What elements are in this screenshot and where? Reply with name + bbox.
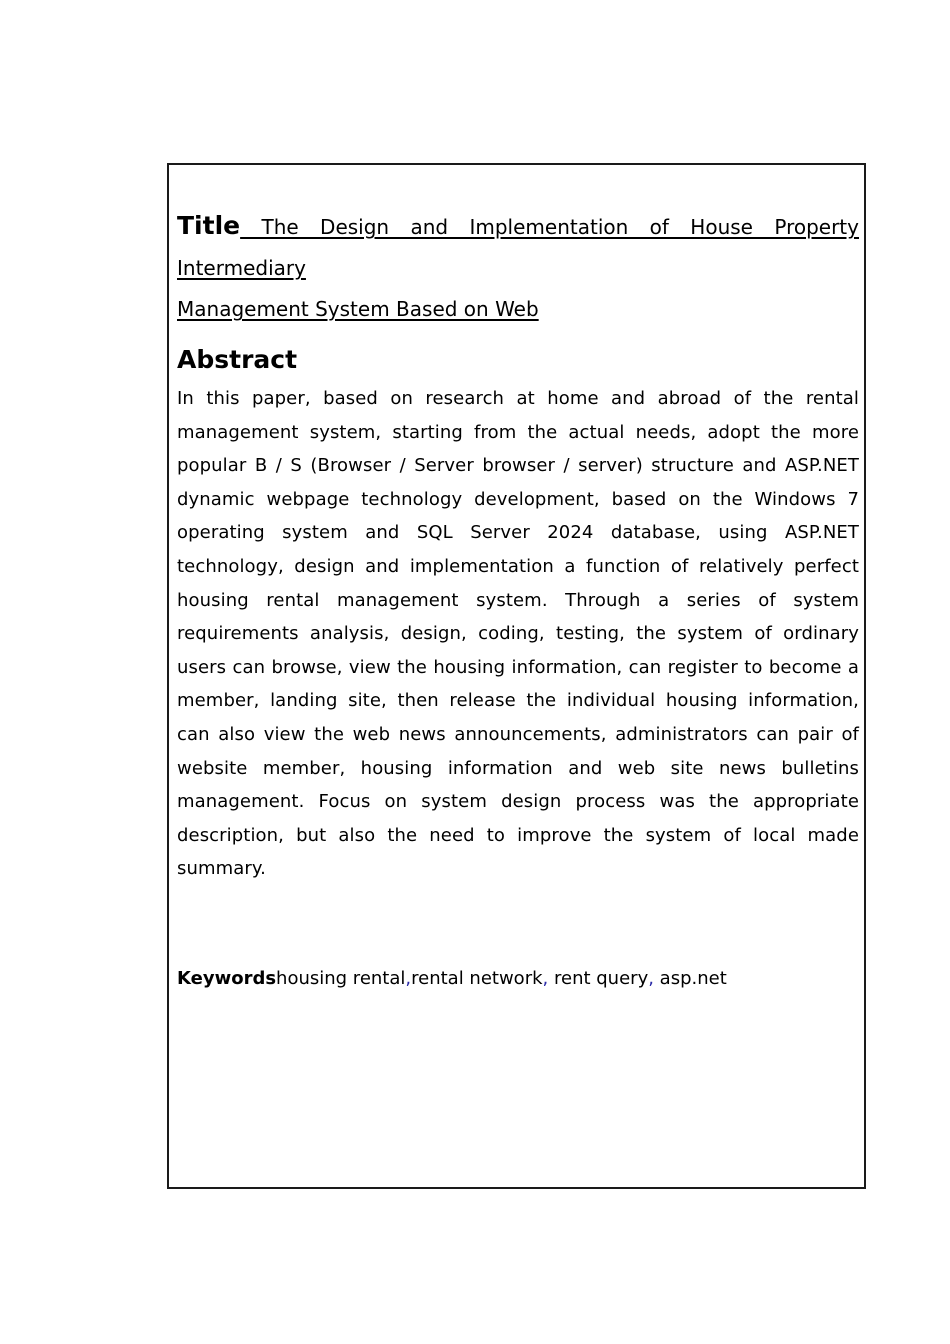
keyword-separator: , bbox=[542, 968, 549, 989]
keyword-separator: , bbox=[648, 968, 654, 989]
document-content bbox=[177, 205, 859, 886]
title-label: Title bbox=[177, 211, 241, 240]
abstract-body: In this paper, based on research at home and abroad of the rental management system, starting from the actual needs, adopt the more popular B / S (Browser / Server browser / server) structure and ASP.NET dynamic webpage technology development, based on the Windows 7 operating system and SQL Server 2024 database, using ASP.NET technology, design and implementation a function of relatively perfect housing rental management system. Through a series of system requirements analysis, design, coding, testing, the system of ordinary users can browse, view the housing information, can register to become a member, landing site, then release the individual housing information, can also view the web news announcements, administrators can pair of website member, housing information and web site news bulletins management. Focus on system design process was the appropriate description, but also the need to improve the system of local made summary. bbox=[177, 388, 859, 880]
keyword-item: rental network bbox=[411, 968, 543, 989]
keyword-separator: , bbox=[405, 968, 412, 989]
title-block bbox=[177, 205, 859, 289]
keyword-item: housing rental bbox=[276, 968, 406, 989]
title-text-line2: Management System Based on Web bbox=[177, 297, 539, 321]
title-text-line1: The Design and Implementation of House Property Intermediary bbox=[177, 215, 859, 280]
keywords-label: Keywords bbox=[177, 968, 277, 989]
keywords-line bbox=[177, 964, 727, 994]
keyword-item: rent query bbox=[548, 968, 649, 989]
abstract-heading: Abstract bbox=[177, 345, 298, 374]
keyword-item: asp.net bbox=[653, 968, 727, 989]
